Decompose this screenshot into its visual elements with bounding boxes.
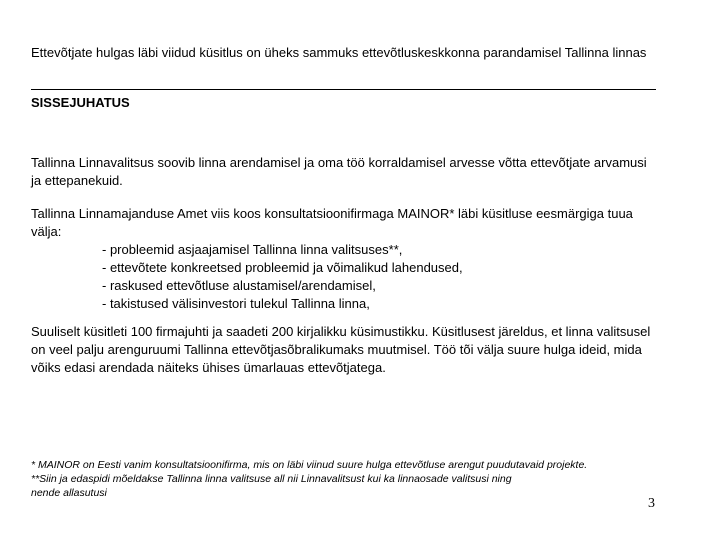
footnotes	[31, 458, 671, 500]
footnote-city-government-cont: nende allasutusi	[31, 487, 107, 499]
header-divider	[31, 89, 656, 90]
goals-list	[31, 241, 657, 313]
goals-intro-text: Tallinna Linnamajanduse Amet viis koos konsultatsioonifirmaga MAINOR* läbi küsitluse eesmärgiga tuua välja:	[31, 206, 633, 239]
list-item: - takistused välisinvestori tulekul Tallinna linna,	[102, 296, 370, 311]
footnote-mainor: * MAINOR on Eesti vanim konsultatsioonifirma, mis on läbi viinud suure hulga ettevõtluse arengut puudutavaid projekte.	[31, 459, 588, 471]
list-item: - probleemid asjaajamisel Tallinna linna valitsuses**,	[102, 242, 403, 257]
intro-paragraph: Tallinna Linnavalitsus soovib linna arendamisel ja oma töö korraldamisel arvesse võtta ettevõtjate arvamusi ja ettepanekuid.	[31, 155, 647, 188]
results-paragraph: Suuliselt küsitleti 100 firmajuhti ja saadeti 200 kirjalikku küsimustikku. Küsitlusest järeldus, et linna valitsusel on veel palju arenguruumi Tallinna ettevõtjasõbralikumaks muutmisel. Töö tõi välja suure hulga ideid, mida võiks edasi arendada näiteks ühises ümarlauas ettevõtjatega.	[31, 324, 651, 375]
footnote-city-government: **Siin ja edaspidi mõeldakse Tallinna linna valitsuse all nii Linnavalitsust kui ka linnaosade valitsusi ning	[31, 473, 512, 485]
list-item: - ettevõtete konkreetsed probleemid ja võimalikud lahendused,	[102, 260, 463, 275]
document-header: Ettevõtjate hulgas läbi viidud küsitlus on üheks sammuks ettevõtluskeskkonna parandamisel Tallinna linnas	[31, 45, 647, 60]
section-title: SISSEJUHATUS	[31, 95, 130, 110]
page-number: 3	[648, 496, 655, 511]
list-item: - raskused ettevõtluse alustamisel/arendamisel,	[102, 278, 376, 293]
goals-paragraph	[31, 205, 657, 313]
